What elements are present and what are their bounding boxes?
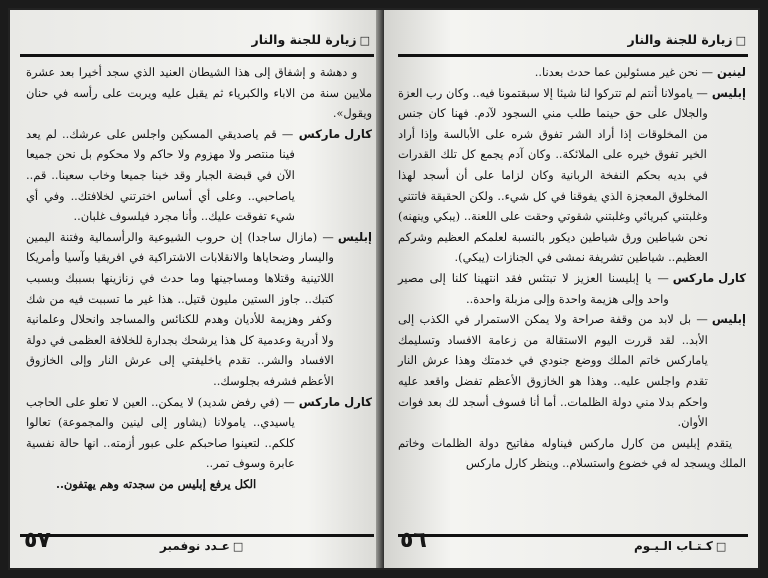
speech-line: وفتنة اليمين واليسار وضحاياها والانقلابات bbox=[26, 229, 334, 265]
speech-line: — قم ياصديقي المسكين واجلس على عرشك.. لم يعد bbox=[26, 126, 294, 141]
box-bullet-icon: □ bbox=[359, 34, 370, 47]
speech-line: وخاب سعينا.. قم.. ياصاحبي.. وعلى أي أساس bbox=[26, 167, 295, 203]
speech-line: نحن جميعا الآن في قبضة الجبار وقد خبنا جميعا bbox=[26, 147, 295, 182]
speech-line: — (في رفض شديد) لا يمكن.. العين لا تعلو على bbox=[61, 394, 295, 409]
speech-text bbox=[398, 62, 713, 83]
speech-line: ووضع جنودي في خدمتك وهذا عرش النار تقدم bbox=[398, 353, 708, 388]
speaker-name: كارل ماركس bbox=[298, 394, 372, 409]
speech-line: — بل لابد من وقفة صراحة ولا يمكن الاستمرار في bbox=[449, 312, 708, 327]
closing-stage-direction: الكل يرفع إبليس من سجدته وهم يهتفون.. bbox=[56, 476, 257, 491]
speech-line: ياخليفتي إلى عرش النار وإلى الخازوق الأعظم bbox=[26, 353, 334, 388]
book-spread bbox=[8, 8, 760, 570]
speech-line: وبسبب كتبك.. جاوز الستين مليون قتيل.. هذا غير bbox=[26, 270, 334, 306]
speech-line: ولا أدرية وعدمية كل هذا يرشحك بجدارة bbox=[142, 332, 334, 347]
right-page bbox=[384, 10, 758, 568]
speech-line: الاشتراكية في افريقيا وآسيا وأمريكا اللاتينية bbox=[26, 250, 334, 285]
intro-line: حنان ويقول». bbox=[26, 85, 372, 121]
speech-text bbox=[398, 309, 708, 433]
box-bullet-icon: □ bbox=[715, 540, 727, 553]
speech-line: فينا منتصر ولا مهزوم ولا حاكم ولا محكوم بل bbox=[75, 147, 295, 162]
speech-text bbox=[26, 227, 334, 392]
speech-text bbox=[26, 392, 295, 474]
speech-line: في بديه بحكم النفخة الربانية وكان لزاما على أن bbox=[448, 167, 708, 182]
speech-line: الشر تفوق شره على الأبالسة وإذا أراد الخير تفوق bbox=[398, 126, 707, 162]
right-page-body bbox=[398, 62, 746, 474]
speech-line: للخلافة العظمى في دولة الافساد والشر.. تقدم bbox=[26, 332, 334, 368]
speech-line: ما تسببت فيه من شك وكفر وهزيمة للأديان bbox=[26, 291, 333, 327]
speech-line: تعالوا كلكم.. لتعينوا صاحبكم على عبور أزمته.. bbox=[26, 415, 295, 450]
box-bullet-icon: □ bbox=[735, 34, 746, 47]
speech-line: وقتلاها ومساجينها وما حدث في زنازينها بسببك bbox=[59, 270, 295, 285]
right-header-rule bbox=[398, 54, 748, 57]
right-footer bbox=[634, 539, 726, 553]
left-header-title: زيارة للجنة والنار bbox=[251, 32, 357, 47]
speech-line: الكذب إلى الأبد.. لقد قررت اليوم الاستقالة من bbox=[398, 312, 708, 347]
speech-line: واجلس عليه.. وهذا هو الخازوق الأعظم تفضل bbox=[449, 373, 681, 388]
speech-line: انها حالة نفسية عابرة وسوف تمر.. bbox=[26, 435, 295, 471]
left-page-number: ٥٧ bbox=[24, 528, 51, 553]
speaker-name: إبليس bbox=[337, 229, 372, 244]
speech-line: فشرفه بجلوسك.. bbox=[213, 373, 297, 388]
speaker-name: لينين bbox=[717, 65, 746, 79]
dialogue-turn bbox=[398, 83, 746, 268]
narration bbox=[398, 433, 746, 474]
speech-text bbox=[398, 268, 669, 309]
speech-line: — نحن غير مسئولين عما حدث بعدنا.. bbox=[534, 65, 714, 79]
left-running-header bbox=[252, 32, 371, 47]
intro-line: و دهشة و إشفاق إلى هذا الشيطان العنيد الذي سجد أخيرا بعد عشرة bbox=[26, 65, 358, 79]
narration-line: يتقدم إبليس من كارل ماركس فيناوله مفاتيح دولة الظلمات bbox=[424, 435, 732, 450]
speech-line: أسجد لهذا المخلوق المعجزة الذي يفوقنا في كل bbox=[398, 167, 708, 203]
speaker-name: إبليس bbox=[711, 312, 746, 327]
dialogue-turn bbox=[26, 392, 372, 474]
dialogue-turn bbox=[26, 124, 372, 227]
right-header-title: زيارة للجنة والنار bbox=[627, 32, 733, 47]
speech-line: واقعد عليه واحكم بدلا مني دولة الظلمات.. أما أنا bbox=[398, 373, 708, 409]
right-footer-text: كـتـاب الـيـوم bbox=[634, 539, 713, 553]
speech-line: — (مازال ساجدا) إن حروب الشيوعية والرأسمالية bbox=[83, 229, 334, 244]
speech-line: خيره على الملائكة.. وكان آدم يجمع كل تلك القدرات bbox=[398, 147, 651, 162]
dialogue-turn bbox=[398, 62, 746, 83]
speech-line: مجرد فيلسوف غلبان.. bbox=[73, 209, 179, 224]
speech-line: مصير واحد وإلى هزيمة واحدة وإلى مزبلة bbox=[398, 270, 669, 306]
dialogue-turn bbox=[398, 309, 746, 433]
right-running-header bbox=[628, 32, 747, 47]
dialogue-turn bbox=[398, 268, 746, 309]
box-bullet-icon: □ bbox=[232, 540, 244, 553]
speech-line: شيء.. ولكن الحقيقة فاتتني وغلبتني كبريائي bbox=[398, 188, 708, 224]
left-header-rule bbox=[20, 54, 374, 57]
speech-line: وهدم للكنائس والمساجد وانحلال وعلمانية bbox=[26, 312, 229, 327]
speech-line: فسوف أسجد لك بعد فوات الأوان. bbox=[398, 394, 708, 430]
speech-line: الحاجب ياسيدي.. يامولانا (يشاور إلى لينين والمجموعة) bbox=[26, 394, 295, 430]
right-page-number: ٥٦ bbox=[400, 528, 427, 553]
speech-line: اخترتني لخلافتك.. وفي أي شيء تفوقت عليك.. وأنا bbox=[26, 188, 295, 224]
right-footer-rule bbox=[398, 534, 748, 537]
dialogue-turn bbox=[26, 227, 372, 392]
left-page bbox=[10, 10, 382, 568]
speaker-name: كارل ماركس bbox=[672, 270, 746, 285]
speaker-name: إبليس bbox=[711, 85, 746, 100]
speech-line: واحدة.. bbox=[465, 291, 501, 306]
speaker-name: كارل ماركس bbox=[298, 126, 372, 141]
speech-line: وغلبتني شقوتي وحقت على اللعنة.. (يبكي وينهنه) bbox=[398, 209, 631, 224]
speech-line: الجنازات (يبكي). bbox=[454, 250, 534, 265]
intro-line: ملايين سنة من الاباء والكبرياء ثم يقبل عليه ويربت على رأسه في bbox=[48, 85, 372, 100]
left-page-body bbox=[26, 62, 372, 494]
speech-line: نحن شياطين ورق شياطين ديكور بالنسبة لعلمكم bbox=[469, 229, 708, 244]
speech-line: — يامولانا أنتم لم تتركوا لنا شيئا إلا سبقتمونا فيه.. bbox=[468, 85, 708, 100]
speech-line: — يا إبليسنا العزيز لا تبتئس فقد انتهينا كلنا إلى bbox=[423, 270, 669, 285]
left-intro bbox=[26, 62, 372, 124]
narration-line: وخاتم الملك ويسجد له في خضوع واستسلام.. وينظر كارل ماركس bbox=[398, 435, 746, 471]
left-footer bbox=[160, 539, 243, 553]
speech-text bbox=[398, 83, 708, 268]
speech-line: زعامة الافساد وتسليمك ياماركس خاتم الملك bbox=[398, 332, 708, 368]
speech-line: وكان رب العزة والجلال على حق حينما طلب مني bbox=[398, 85, 708, 121]
speech-text bbox=[26, 124, 295, 227]
speech-line: العظيم وشركم العظيم.. شياطين تشريفة نمشى في bbox=[398, 229, 708, 265]
speech-line: السجود لآدم. فهنا كان جنس من المخلوقات إذا أراد bbox=[398, 106, 708, 141]
left-footer-text: عـدد نوفمبر bbox=[160, 539, 230, 553]
left-footer-rule bbox=[20, 534, 374, 537]
